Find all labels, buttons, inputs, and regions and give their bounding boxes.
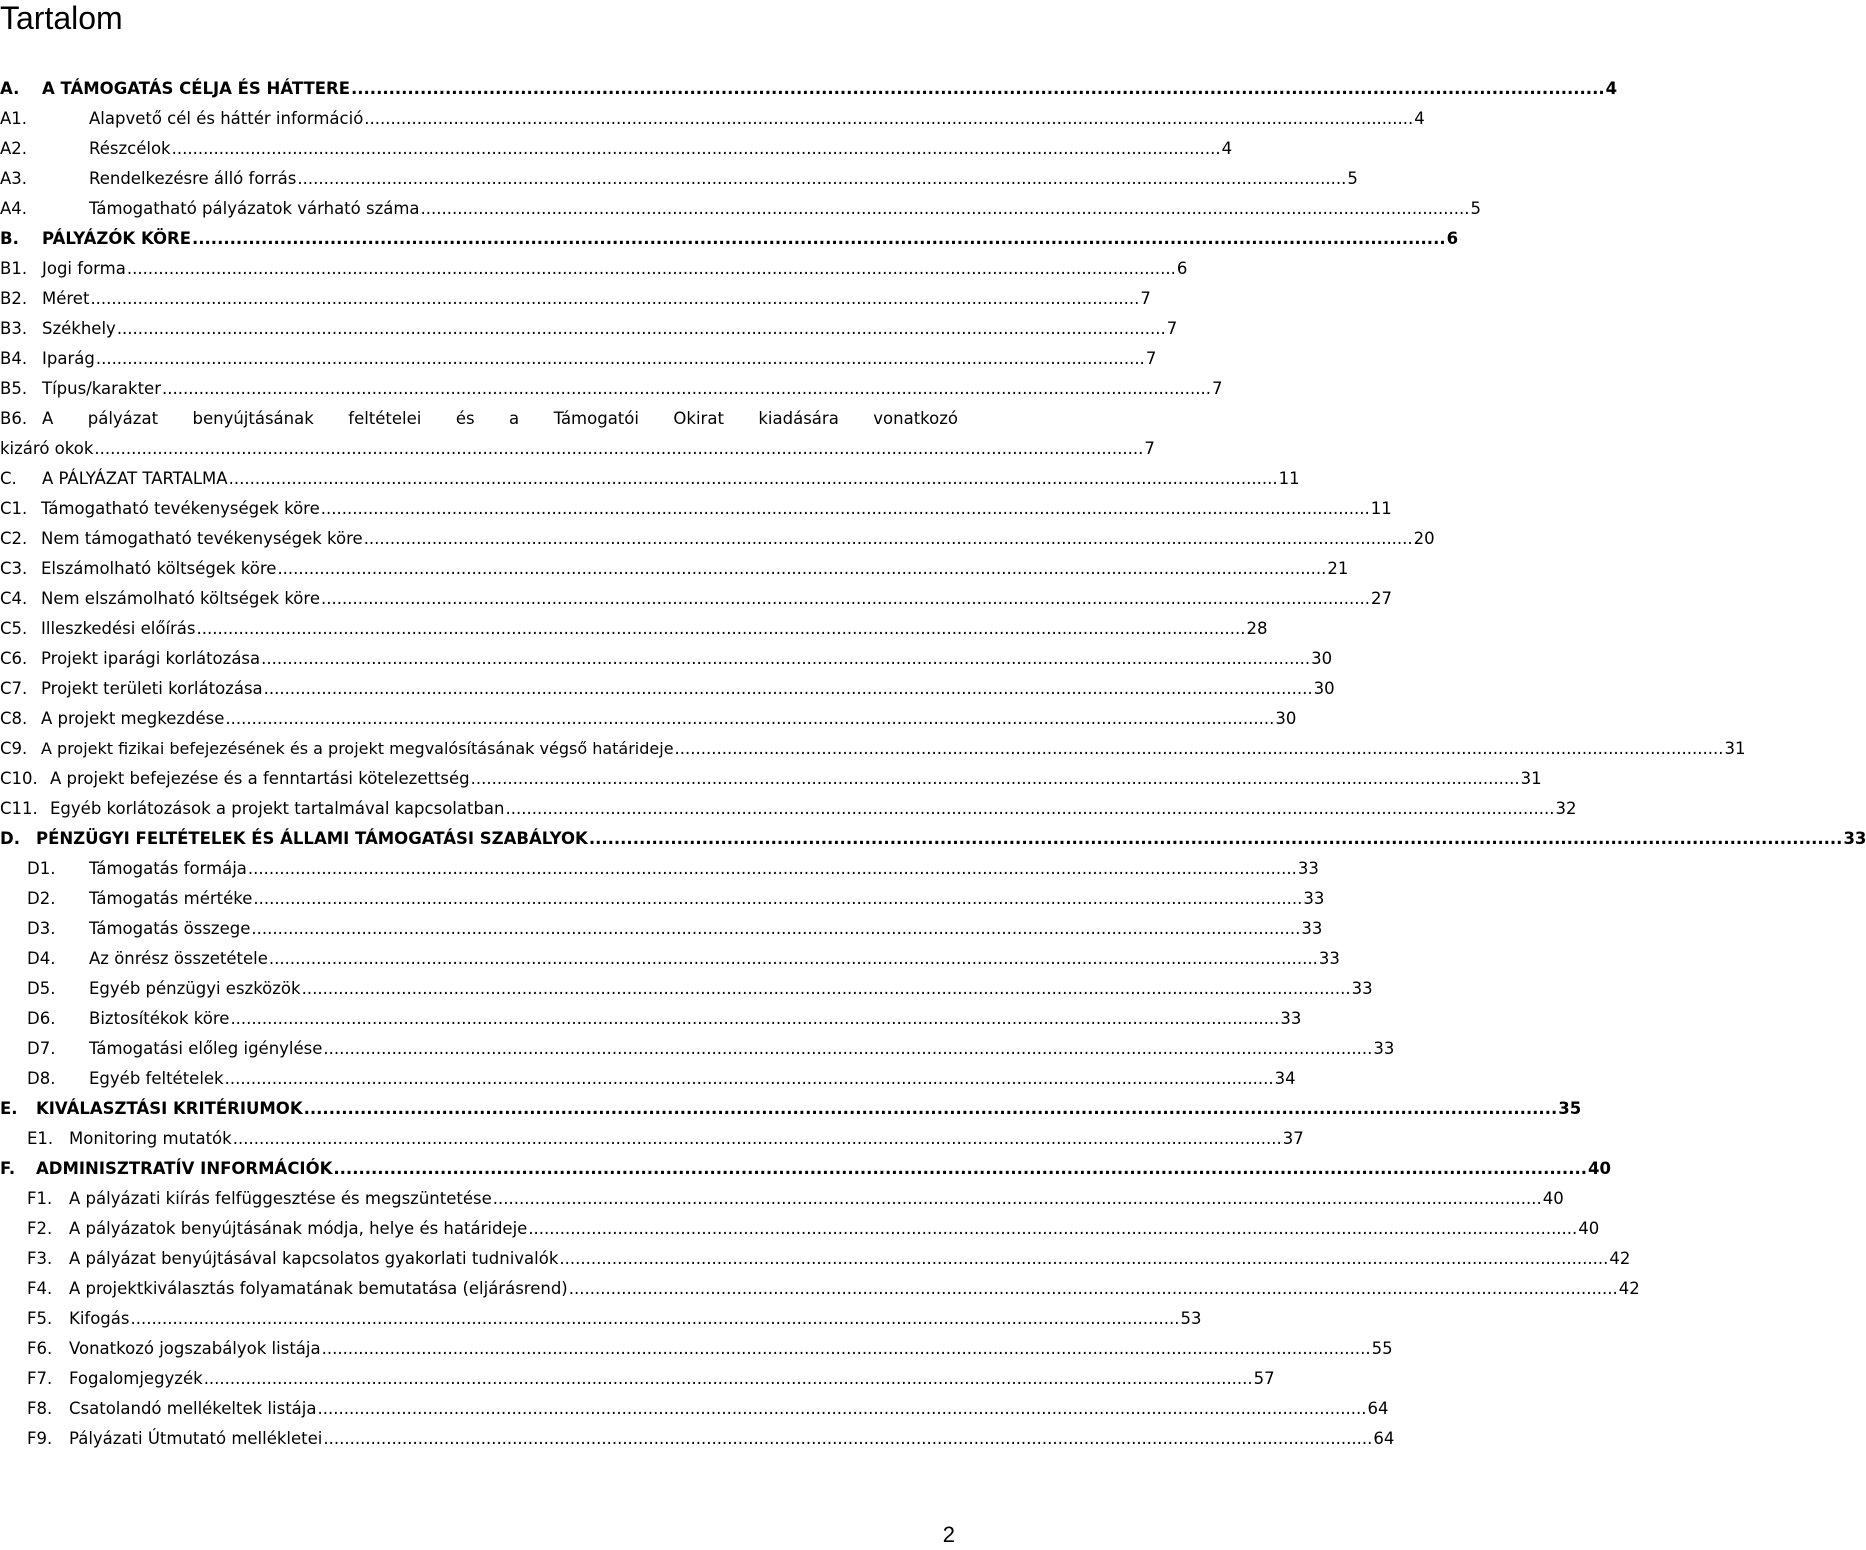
toc-entry-c[interactable] <box>0 463 1300 493</box>
toc-entry-c4[interactable] <box>0 583 1392 613</box>
toc-entry-number: F7. <box>27 1368 53 1388</box>
toc-entry-number: D5. <box>27 978 56 998</box>
toc-entry-title: Biztosítékok köre <box>89 1008 230 1028</box>
toc-entry-number: C4. <box>0 588 28 608</box>
toc-entry-number: C10. <box>0 768 38 788</box>
toc-entry-number: A. <box>0 78 20 98</box>
toc-dot-leader: ........................................................................................................................................................................................................ <box>277 558 1327 578</box>
toc-entry-page: 55 <box>1371 1338 1393 1358</box>
toc-dot-leader: ........................................................................................................................................................................................................ <box>674 738 1724 758</box>
page-number: 2 <box>942 1522 955 1547</box>
toc-entry-title: A projekt befejezése és a fenntartási kötelezettség <box>50 768 470 788</box>
toc-entry-d7[interactable] <box>0 1033 1395 1063</box>
toc-entry-title: Pályázati Útmutató mellékletei <box>69 1428 323 1448</box>
toc-entry-page: 11 <box>1278 468 1300 488</box>
toc-entry-page: 37 <box>1282 1128 1304 1148</box>
toc-entry-title: Projekt területi korlátozása <box>41 678 263 698</box>
toc-entry-page: 7 <box>1140 288 1151 308</box>
toc-entry-page: 31 <box>1724 738 1746 758</box>
toc-entry-page: 33 <box>1301 918 1323 938</box>
toc-entry-page: 42 <box>1609 1248 1631 1268</box>
toc-entry-page: 5 <box>1347 168 1358 188</box>
toc-entry-number: B4. <box>0 348 28 368</box>
toc-entry-title: Iparág <box>42 348 95 368</box>
toc-entry-page: 7 <box>1166 318 1178 338</box>
toc-dot-leader: ........................................................................................................................................................................................................ <box>470 768 1520 788</box>
toc-entry-f3[interactable] <box>0 1243 1631 1273</box>
toc-dot-leader: ........................................................................................................................................................................................................ <box>225 708 1275 728</box>
toc-dot-leader: ........................................................................................................................................................................................................ <box>94 438 1144 458</box>
toc-entry-page: 57 <box>1253 1368 1275 1388</box>
toc-entry-title: Támogatási előleg igénylése <box>89 1038 323 1058</box>
toc-entry-b6[interactable] <box>0 403 1155 463</box>
toc-entry-page: 31 <box>1520 768 1542 788</box>
toc-entry-number: D4. <box>27 948 56 968</box>
toc-entry-number: B6. <box>0 408 28 428</box>
toc-dot-leader: ........................................................................................................................................................................................................ <box>230 1008 1280 1028</box>
toc-entry-page: 33 <box>1297 858 1319 878</box>
toc-entry-d3[interactable] <box>0 913 1323 943</box>
toc-dot-leader: ........................................................................................................................................................................................................ <box>320 498 1370 518</box>
toc-entry-number: D3. <box>27 918 56 938</box>
toc-entry-c3[interactable] <box>0 553 1349 583</box>
toc-dot-leader: ........................................................................................................................................................................................................ <box>323 1428 1373 1448</box>
toc-dot-leader: ........................................................................................................................................................................................................ <box>126 258 1176 278</box>
toc-entry-page: 33 <box>1280 1008 1302 1028</box>
toc-entry-number: C2. <box>0 528 28 548</box>
toc-entry-title: Csatolandó mellékeltek listája <box>69 1398 317 1418</box>
toc-entry-a2[interactable] <box>0 133 1233 163</box>
toc-entry-a[interactable] <box>0 73 1618 103</box>
toc-entry-page: 5 <box>1470 198 1482 218</box>
toc-entry-title: A projektkiválasztás folyamatának bemutatása (eljárásrend) <box>69 1278 568 1298</box>
toc-entry-number: D6. <box>27 1008 56 1028</box>
toc-entry-title: PÁLYÁZÓK KÖRE <box>42 228 191 248</box>
toc-entry-number: C11. <box>0 798 38 818</box>
toc-entry-f5[interactable] <box>0 1303 1202 1333</box>
toc-entry-page: 7 <box>1144 438 1155 458</box>
toc-entry-page: 34 <box>1274 1068 1296 1088</box>
toc-entry-title: A pályázat benyújtásának feltételei és a Támogatói Okirat kiadására vonatkozó <box>42 408 958 428</box>
toc-entry-title: Egyéb korlátozások a projekt tartalmával kapcsolatban <box>50 798 505 818</box>
toc-entry-c7[interactable] <box>0 673 1335 703</box>
toc-dot-leader: ........................................................................................................................................................................................................ <box>492 1188 1542 1208</box>
toc-dot-leader: ........................................................................................................................................................................................................ <box>351 78 1605 98</box>
toc-entry-title: Nem támogatható tevékenységek köre <box>41 528 363 548</box>
toc-entry-page: 11 <box>1370 498 1392 518</box>
toc-entry-number: C9. <box>0 738 28 758</box>
toc-entry-line <box>0 433 1155 463</box>
toc-entry-title: Elszámolható költségek köre <box>41 558 277 578</box>
toc-entry-title: Támogatható tevékenységek köre <box>41 498 320 518</box>
toc-dot-leader: ........................................................................................................................................................................................................ <box>333 1158 1588 1178</box>
toc-entry-c9[interactable] <box>0 733 1746 763</box>
toc-dot-leader: ........................................................................................................................................................................................................ <box>505 798 1555 818</box>
toc-entry-title: Jogi forma <box>42 258 126 278</box>
toc-entry-d1[interactable] <box>0 853 1319 883</box>
toc-entry-title: KIVÁLASZTÁSI KRITÉRIUMOK <box>36 1098 303 1118</box>
toc-entry-page: 4 <box>1605 78 1618 98</box>
toc-entry-f[interactable] <box>0 1153 1611 1183</box>
toc-entry-title: Illeszkedési előírás <box>41 618 196 638</box>
toc-dot-leader: ........................................................................................................................................................................................................ <box>192 228 1446 248</box>
toc-entry-page: 4 <box>1414 108 1425 128</box>
toc-entry-page: 53 <box>1180 1308 1202 1328</box>
toc-entry-number: C5. <box>0 618 28 638</box>
toc-entry-c11[interactable] <box>0 793 1577 823</box>
toc-entry-title: Monitoring mutatók <box>69 1128 232 1148</box>
toc-entry-page: 40 <box>1578 1218 1600 1238</box>
toc-entry-number: B5. <box>0 378 28 398</box>
toc-dot-leader: ........................................................................................................................................................................................................ <box>303 1098 1558 1118</box>
toc-dot-leader: ........................................................................................................................................................................................................ <box>261 648 1311 668</box>
toc-dot-leader: ........................................................................................................................................................................................................ <box>116 318 1166 338</box>
toc-entry-title: ADMINISZTRATÍV INFORMÁCIÓK <box>36 1158 333 1178</box>
toc-entry-number: A3. <box>0 168 28 188</box>
toc-entry-number: A2. <box>0 138 28 158</box>
toc-entry-title: Projekt iparági korlátozása <box>41 648 261 668</box>
toc-entry-title-continued: kizáró okok <box>0 438 94 458</box>
toc-entry-page: 6 <box>1176 258 1188 278</box>
toc-entry-title: A pályázatok benyújtásának módja, helye és határideje <box>69 1218 528 1238</box>
toc-entry-number: F1. <box>27 1188 53 1208</box>
toc-entry-page: 64 <box>1373 1428 1395 1448</box>
toc-entry-number: C1. <box>0 498 28 518</box>
toc-entry-page: 21 <box>1327 558 1349 578</box>
toc-entry-number: F3. <box>27 1248 53 1268</box>
toc-dot-leader: ........................................................................................................................................................................................................ <box>363 528 1413 548</box>
toc-entry-number: F. <box>0 1158 16 1178</box>
toc-entry-title: Egyéb pénzügyi eszközök <box>89 978 301 998</box>
toc-entry-number: B2. <box>0 288 28 308</box>
toc-entry-f7[interactable] <box>0 1363 1275 1393</box>
toc-entry-number: B3. <box>0 318 28 338</box>
toc-dot-leader: ........................................................................................................................................................................................................ <box>263 678 1313 698</box>
toc-entry-number: F5. <box>27 1308 53 1328</box>
toc-entry-number: F2. <box>27 1218 53 1238</box>
toc-dot-leader: ........................................................................................................................................................................................................ <box>196 618 1246 638</box>
toc-entry-c8[interactable] <box>0 703 1297 733</box>
toc-entry-page: 28 <box>1246 618 1268 638</box>
toc-entry-page: 35 <box>1558 1098 1582 1118</box>
toc-entry-number: B. <box>0 228 19 248</box>
toc-entry-title: Kifogás <box>69 1308 130 1328</box>
toc-entry-c5[interactable] <box>0 613 1268 643</box>
toc-entry-title: Típus/karakter <box>42 378 161 398</box>
toc-entry-title: Támogatás mértéke <box>89 888 253 908</box>
toc-entry-title: Az önrész összetétele <box>89 948 268 968</box>
toc-entry-page: 33 <box>1351 978 1373 998</box>
toc-entry-number: C3. <box>0 558 28 578</box>
table-of-contents <box>0 73 1866 1453</box>
toc-entry-b1[interactable] <box>0 253 1188 283</box>
toc-entry-page: 20 <box>1413 528 1435 548</box>
toc-dot-leader: ........................................................................................................................................................................................................ <box>247 858 1297 878</box>
toc-entry-title: A TÁMOGATÁS CÉLJA ÉS HÁTTERE <box>42 78 350 98</box>
toc-entry-title: A projekt megkezdése <box>41 708 225 728</box>
toc-entry-f8[interactable] <box>0 1393 1389 1423</box>
toc-entry-page: 30 <box>1311 648 1333 668</box>
toc-entry-page: 42 <box>1618 1278 1640 1298</box>
toc-entry-title: Támogatható pályázatok várható száma <box>89 198 420 218</box>
toc-dot-leader: ........................................................................................................................................................................................................ <box>228 468 1278 488</box>
toc-entry-title: Rendelkezésre álló forrás <box>89 168 297 188</box>
toc-entry-title: A projekt fizikai befejezésének és a projekt megvalósításának végső határideje <box>41 738 674 758</box>
toc-entry-d2[interactable] <box>0 883 1325 913</box>
toc-entry-number: B1. <box>0 258 28 278</box>
toc-entry-c10[interactable] <box>0 763 1542 793</box>
toc-entry-page: 4 <box>1221 138 1233 158</box>
toc-entry-a3[interactable] <box>0 163 1358 193</box>
toc-entry-a4[interactable] <box>0 193 1482 223</box>
toc-entry-title: Részcélok <box>89 138 171 158</box>
toc-entry-b5[interactable] <box>0 373 1223 403</box>
toc-entry-f6[interactable] <box>0 1333 1393 1363</box>
toc-entry-c1[interactable] <box>0 493 1392 523</box>
toc-entry-d8[interactable] <box>0 1063 1296 1093</box>
toc-entry-b2[interactable] <box>0 283 1151 313</box>
toc-entry-title: Vonatkozó jogszabályok listája <box>69 1338 321 1358</box>
toc-entry-b3[interactable] <box>0 313 1178 343</box>
toc-entry-number: D8. <box>27 1068 56 1088</box>
toc-entry-title: A pályázati kiírás felfüggesztése és megszüntetése <box>69 1188 492 1208</box>
toc-dot-leader: ........................................................................................................................................................................................................ <box>528 1218 1578 1238</box>
toc-entry-page: 27 <box>1370 588 1392 608</box>
page-title: Tartalom <box>0 0 123 36</box>
toc-entry-f2[interactable] <box>0 1213 1600 1243</box>
toc-entry-number: E. <box>0 1098 18 1118</box>
toc-entry-number: D. <box>0 828 20 848</box>
toc-entry-d4[interactable] <box>0 943 1340 973</box>
toc-entry-title: Támogatás összege <box>89 918 251 938</box>
toc-dot-leader: ........................................................................................................................................................................................................ <box>559 1248 1609 1268</box>
toc-entry-f1[interactable] <box>0 1183 1564 1213</box>
toc-entry-page: 32 <box>1555 798 1577 818</box>
toc-entry-d[interactable] <box>0 823 1866 853</box>
toc-entry-page: 33 <box>1843 828 1866 848</box>
toc-entry-number: C6. <box>0 648 28 668</box>
toc-entry-page: 33 <box>1373 1038 1395 1058</box>
toc-entry-number: D7. <box>27 1038 56 1058</box>
toc-dot-leader: ........................................................................................................................................................................................................ <box>364 108 1414 128</box>
toc-dot-leader: ........................................................................................................................................................................................................ <box>224 1068 1274 1088</box>
toc-entry-line <box>0 403 958 433</box>
toc-entry-d5[interactable] <box>0 973 1373 1003</box>
toc-dot-leader: ........................................................................................................................................................................................................ <box>90 288 1140 308</box>
toc-entry-title: Egyéb feltételek <box>89 1068 224 1088</box>
toc-entry-d6[interactable] <box>0 1003 1302 1033</box>
toc-entry-title: Méret <box>42 288 90 308</box>
toc-dot-leader: ........................................................................................................................................................................................................ <box>171 138 1221 158</box>
toc-entry-page: 30 <box>1313 678 1335 698</box>
toc-entry-number: E1. <box>27 1128 54 1148</box>
toc-entry-number: F9. <box>27 1428 53 1448</box>
toc-entry-title: Alapvető cél és háttér információ <box>89 108 364 128</box>
toc-entry-page: 40 <box>1588 1158 1611 1178</box>
toc-entry-title: A PÁLYÁZAT TARTALMA <box>42 468 228 488</box>
toc-entry-number: A1. <box>0 108 28 128</box>
toc-entry-number: C8. <box>0 708 28 728</box>
toc-entry-f9[interactable] <box>0 1423 1395 1453</box>
toc-dot-leader: ........................................................................................................................................................................................................ <box>321 1338 1371 1358</box>
toc-dot-leader: ........................................................................................................................................................................................................ <box>203 1368 1253 1388</box>
toc-entry-number: F4. <box>27 1278 53 1298</box>
toc-entry-page: 6 <box>1446 228 1459 248</box>
toc-entry-number: D1. <box>27 858 56 878</box>
toc-dot-leader: ........................................................................................................................................................................................................ <box>161 378 1211 398</box>
toc-entry-c2[interactable] <box>0 523 1435 553</box>
toc-entry-page: 7 <box>1145 348 1157 368</box>
toc-entry-number: C7. <box>0 678 28 698</box>
toc-dot-leader: ........................................................................................................................................................................................................ <box>253 888 1303 908</box>
toc-entry-title: Nem elszámolható költségek köre <box>41 588 320 608</box>
toc-entry-title: Támogatás formája <box>89 858 247 878</box>
toc-entry-page: 33 <box>1303 888 1325 908</box>
toc-entry-a1[interactable] <box>0 103 1425 133</box>
toc-entry-title: PÉNZÜGYI FELTÉTELEK ÉS ÁLLAMI TÁMOGATÁSI SZABÁLYOK <box>36 828 588 848</box>
toc-entry-page: 7 <box>1211 378 1223 398</box>
toc-dot-leader: ........................................................................................................................................................................................................ <box>588 828 1843 848</box>
toc-dot-leader: ........................................................................................................................................................................................................ <box>301 978 1351 998</box>
toc-entry-title: Fogalomjegyzék <box>69 1368 203 1388</box>
toc-entry-b[interactable] <box>0 223 1459 253</box>
toc-dot-leader: ........................................................................................................................................................................................................ <box>317 1398 1367 1418</box>
toc-dot-leader: ........................................................................................................................................................................................................ <box>568 1278 1618 1298</box>
toc-entry-number: C. <box>0 468 17 488</box>
toc-entry-e[interactable] <box>0 1093 1582 1123</box>
toc-entry-number: F6. <box>27 1338 53 1358</box>
toc-dot-leader: ........................................................................................................................................................................................................ <box>130 1308 1180 1328</box>
toc-entry-b4[interactable] <box>0 343 1157 373</box>
toc-entry-c6[interactable] <box>0 643 1333 673</box>
toc-entry-f4[interactable] <box>0 1273 1640 1303</box>
toc-dot-leader: ........................................................................................................................................................................................................ <box>420 198 1470 218</box>
toc-entry-page: 30 <box>1275 708 1297 728</box>
toc-entry-number: A4. <box>0 198 28 218</box>
toc-dot-leader: ........................................................................................................................................................................................................ <box>95 348 1145 368</box>
toc-entry-number: F8. <box>27 1398 53 1418</box>
toc-dot-leader: ........................................................................................................................................................................................................ <box>251 918 1301 938</box>
toc-dot-leader: ........................................................................................................................................................................................................ <box>268 948 1318 968</box>
toc-entry-number: D2. <box>27 888 56 908</box>
toc-dot-leader: ........................................................................................................................................................................................................ <box>297 168 1347 188</box>
toc-dot-leader: ........................................................................................................................................................................................................ <box>323 1038 1373 1058</box>
toc-dot-leader: ........................................................................................................................................................................................................ <box>232 1128 1282 1148</box>
toc-entry-page: 40 <box>1542 1188 1564 1208</box>
toc-entry-title: Székhely <box>42 318 116 338</box>
toc-entry-page: 33 <box>1318 948 1340 968</box>
toc-dot-leader: ........................................................................................................................................................................................................ <box>320 588 1370 608</box>
toc-entry-title: A pályázat benyújtásával kapcsolatos gyakorlati tudnivalók <box>69 1248 559 1268</box>
toc-entry-page: 64 <box>1367 1398 1389 1418</box>
toc-entry-e1[interactable] <box>0 1123 1304 1153</box>
